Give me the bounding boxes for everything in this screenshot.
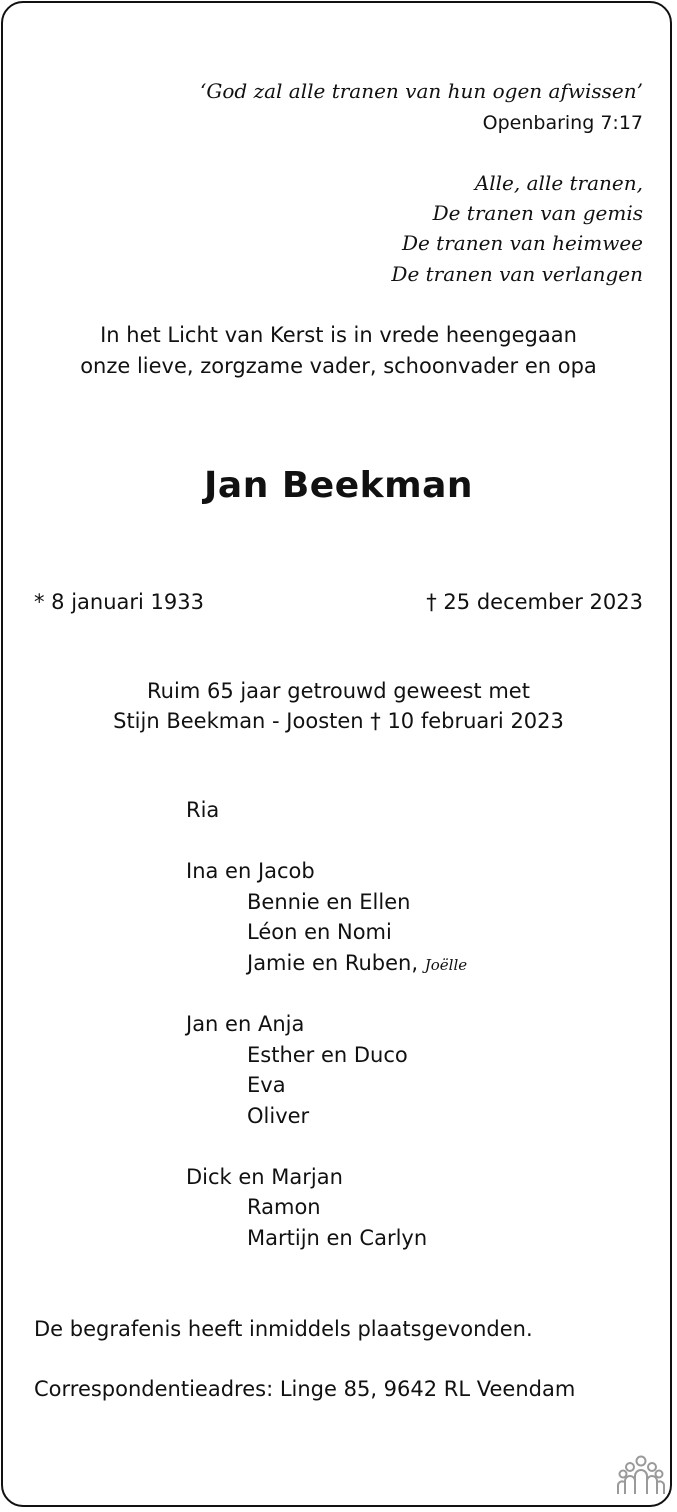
marriage-line: Stijn Beekman - Joosten † 10 februari 2023 — [113, 709, 564, 733]
family-member: Ina en Jacob — [186, 859, 315, 883]
bible-quote-source: Openbaring 7:17 — [482, 112, 643, 134]
grandchild: Martijn en Carlyn — [247, 1226, 428, 1250]
poem-line: Alle, alle tranen, — [474, 171, 643, 195]
poem-line: De tranen van verlangen — [391, 262, 643, 286]
grandchild: Léon en Nomi — [247, 920, 392, 944]
grandchild: Jamie en Ruben, — [247, 951, 419, 975]
intro-line: In het Licht van Kerst is in vrede heengegaan — [100, 323, 577, 347]
family-member: Dick en Marjan — [186, 1165, 343, 1189]
bible-quote: ‘God zal alle tranen van hun ogen afwissen’ — [200, 79, 643, 103]
poem-line: De tranen van gemis — [432, 201, 643, 225]
intro-line: onze lieve, zorgzame vader, schoonvader en opa — [80, 354, 597, 378]
grandchild-with-great-grandchild — [247, 948, 467, 980]
people-group-icon — [617, 1454, 665, 1498]
grandchild: Oliver — [247, 1104, 310, 1128]
poem-line: De tranen van heimwee — [401, 231, 643, 255]
grandchild: Esther en Duco — [247, 1043, 408, 1067]
funeral-notice: De begrafenis heeft inmiddels plaatsgevonden. — [34, 1317, 533, 1341]
correspondence-address: Correspondentieadres: Linge 85, 9642 RL Veendam — [34, 1377, 576, 1401]
grandchild: Ramon — [247, 1195, 321, 1219]
grandchild: Eva — [247, 1073, 286, 1097]
great-grandchild: Joëlle — [424, 956, 468, 974]
marriage-line: Ruim 65 jaar getrouwd geweest met — [147, 679, 530, 703]
grandchild: Bennie en Ellen — [247, 890, 411, 914]
death-date: † 25 december 2023 — [426, 590, 643, 614]
family-member: Ria — [186, 798, 220, 822]
deceased-name: Jan Beekman — [204, 465, 473, 506]
birth-date: * 8 januari 1933 — [34, 590, 204, 614]
family-member: Jan en Anja — [186, 1012, 305, 1036]
